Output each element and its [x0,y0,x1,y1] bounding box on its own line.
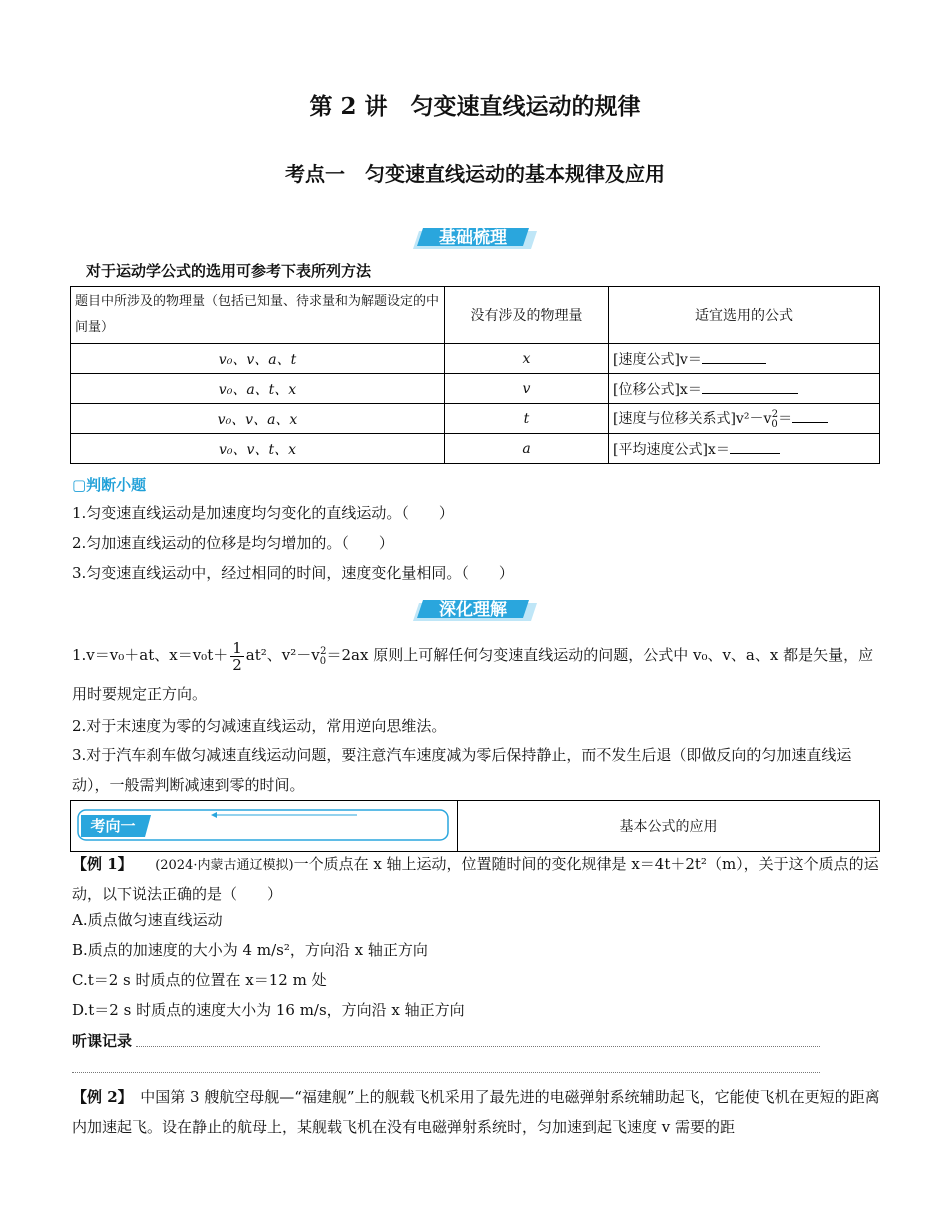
judge-item: 2.匀加速直线运动的位移是均匀增加的。（ ） [72,534,394,552]
table-row [71,344,880,374]
cell-missing: v [445,374,609,404]
formula-text: [速度与位移关系式]v²－v [613,410,772,427]
cell-formula [609,374,880,404]
judge-section-title: ▢判断小题 [72,476,147,494]
example-2-stem [72,1082,880,1142]
deepen-formula-part: ＝2ax 原则上可解任何匀变速直线运动的问题，公式中 v₀、v、a、x 都是矢量，应用时要规定正方向。 [72,646,874,703]
table-header-row [71,287,880,344]
answer-blank [702,379,798,394]
deepen-point-3: 3.对于汽车刹车做匀减速直线运动问题，要注意汽车速度减为零后保持静止，而不发生后退（即做反向的匀加速直线运动），一般需判断减速到零的时间。 [72,746,852,794]
formula-text: [平均速度公式]x＝ [613,441,730,458]
example-2-text: 中国第 3 艘航空母舰—“福建舰”上的舰载飞机采用了最先进的电磁弹射系统辅助起飞，它能使飞机在更短的距离内加速起飞。设在静止的航母上，某舰载飞机在没有电磁弹射系统时，匀加速到起飞速度 v 需要的距 [72,1088,880,1136]
example-1-source: (2024·内蒙古通辽模拟) [155,858,294,873]
example-1-option: B.质点的加速度的大小为 4 m/s²，方向沿 x 轴正方向 [72,941,428,959]
judge-item: 1.匀变速直线运动是加速度均匀变化的直线运动。（ ） [72,504,454,522]
table-row [71,374,880,404]
page-title: 第 2 讲 匀变速直线运动的规律 [309,93,641,120]
direction-header-box [70,800,880,852]
section-title: 考点一 匀变速直线运动的基本规律及应用 [285,162,665,186]
header-quantities: 题目中所涉及的物理量（包括已知量、待求量和为解题设定的中间量） [71,287,445,344]
banner-deepen [0,600,950,624]
example-1-option: D.t＝2 s 时质点的速度大小为 16 m/s，方向沿 x 轴正方向 [72,1001,465,1019]
fraction-numerator: 1 [232,638,242,657]
example-1-option: C.t＝2 s 时质点的位置在 x＝12 m 处 [72,971,327,989]
fraction-denominator: 2 [232,655,242,674]
listen-record-label: 听课记录 [72,1032,133,1050]
example-2-label: 【例 2】 [72,1088,126,1106]
direction-topic: 基本公式的应用 [619,819,718,835]
formula-text: ＝ [778,410,793,427]
formula-table [70,286,880,464]
direction-tag-label: 考向一 [90,817,136,835]
notes-line[interactable] [136,1046,820,1047]
table-intro: 对于运动学公式的选用可参考下表所列方法 [86,262,372,280]
header-missing: 没有涉及的物理量 [445,287,609,344]
notes-line[interactable] [72,1072,820,1073]
fraction-one-half [230,640,244,673]
formula-text: [位移公式]x＝ [613,381,702,398]
example-1-stem [72,850,880,908]
banner-basics-label: 基础梳理 [439,228,507,248]
cell-formula [609,434,880,464]
answer-blank [730,439,780,454]
example-1-question: 一个质点在 x 轴上运动，位置随时间的变化规律是 x＝4t＋2t²（m），关于这个质点的运动，以下说法正确的是（ ） [72,855,879,903]
deepen-formula-part: 1.v＝v₀＋at、x＝v₀t＋ [72,646,229,664]
cell-quantities: v₀、a、t、x [71,374,445,404]
header-formula: 适宜选用的公式 [609,287,880,344]
banner-deepen-label: 深化理解 [439,600,507,620]
table-row [71,404,880,434]
deepen-formula-part: at²、v²－v [245,646,320,664]
example-1-option: A.质点做匀速直线运动 [72,911,223,929]
judge-item: 3.匀变速直线运动中，经过相同的时间，速度变化量相同。（ ） [72,564,514,582]
table-row [71,434,880,464]
example-1-label: 【例 1】 [72,855,126,873]
cell-quantities: v₀、v、a、x [71,404,445,434]
cell-missing: a [445,434,609,464]
cell-missing: t [445,404,609,434]
answer-blank [702,349,766,364]
deepen-point-2: 2.对于末速度为零的匀减速直线运动，常用逆向思维法。 [72,717,447,735]
cell-formula [609,344,880,374]
formula-text: [速度公式]v＝ [613,351,702,368]
cell-missing: x [445,344,609,374]
cell-quantities: v₀、v、a、t [71,344,445,374]
answer-blank [792,408,828,423]
direction-tag [77,809,451,843]
banner-basics [0,228,950,252]
cell-formula: [速度与位移关系式]$v^2-v_0^2=$ [609,404,880,434]
cell-quantities: v₀、v、t、x [71,434,445,464]
deepen-point-1: 1.v＝v₀＋at、x＝v₀t＋ $\frac{1}{2}$ at²、$v^2-v_0^2=2ax$ 原则上可解任何匀变速直线运动的问题，公式中 v₀、v、a、x 都是矢量，应用时要规定正方向。 [72,638,874,703]
